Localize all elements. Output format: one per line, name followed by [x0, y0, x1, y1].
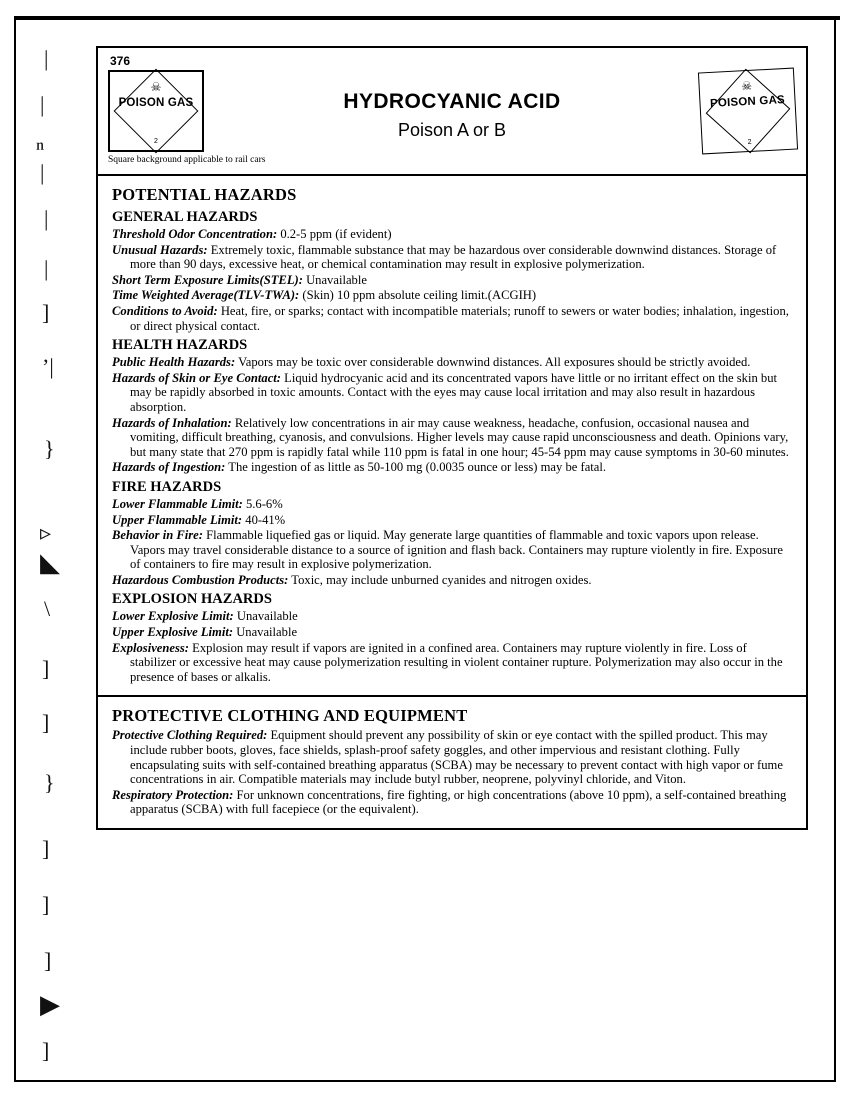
skull-crossbones-icon: ☠ — [740, 78, 753, 94]
entry-text: Flammable liquefied gas or liquid. May generate large quantities of flammable and toxic vapors upon release. Vapors may travel considerable distance to a source of ignition and flash back. Containers may rupture violently in fire. Exposure of containers to fire may result in explosive polymerization. — [130, 528, 783, 572]
entry — [112, 288, 792, 303]
placard-left-column — [108, 70, 266, 166]
entry — [112, 513, 792, 528]
entry — [112, 460, 792, 475]
entry-text: Vapors may be toxic over considerable downwind distances. All exposures should be strictly avoided. — [238, 355, 751, 370]
entry — [112, 641, 792, 685]
entry-label: Public Health Hazards: — [112, 355, 236, 370]
entry-label: Upper Explosive Limit: — [112, 625, 234, 640]
page-title: HYDROCYANIC ACID — [343, 90, 561, 113]
entry-label: Hazards of Inhalation: — [112, 415, 232, 430]
entry-label: Unusual Hazards: — [112, 242, 208, 257]
entry — [112, 304, 792, 333]
entry-label: Hazards of Ingestion: — [112, 460, 226, 475]
entry-label: Hazardous Combustion Products: — [112, 572, 289, 587]
subsection-title-general-hazards: GENERAL HAZARDS — [112, 209, 258, 225]
entry-text: Relatively low concentrations in air may cause weakness, headache, confusion, occasional nausea and vomiting, difficult breathing, cyanosis, and convulsions. Higher levels may cause rapid unconsciousness and death. Opinions vary, but many state that 270 ppm is rapidly fatal while 110 ppm is fatal in one hour; 45-54 ppm may cause symptoms in 30-60 minutes. — [130, 415, 789, 459]
placard-left-label: POISON GAS — [118, 97, 194, 109]
entry — [112, 243, 792, 272]
entry-label: Lower Flammable Limit: — [112, 496, 243, 511]
entry-label: Explosiveness: — [112, 640, 189, 655]
placard-left-number: 2 — [154, 138, 158, 145]
subsection-title-fire-hazards: FIRE HAZARDS — [112, 478, 222, 495]
entry-label: Upper Flammable Limit: — [112, 512, 243, 527]
page-subtitle: Poison A or B — [397, 120, 507, 140]
entry — [112, 355, 792, 370]
entry-label: Protective Clothing Required: — [112, 728, 268, 743]
entry — [112, 625, 792, 640]
entry-label: Behavior in Fire: — [112, 528, 203, 543]
poison-gas-placard-left — [108, 70, 204, 152]
entry-text: For unknown concentrations, fire fighting, or high concentrations (above 10 ppm), a self-contained breathing apparatus (SCBA) with full facepiece (or the equivalent). — [130, 787, 787, 817]
entry — [112, 227, 792, 242]
entry-label: Threshold Odor Concentration: — [112, 227, 278, 241]
entry-text: Liquid hydrocyanic acid and its concentrated vapors have little or no irritant effect on the skin but may be rapidly absorbed in toxic amounts. Contact with the eyes may cause local irritation and may also result in hazardous absorption. — [130, 370, 778, 414]
entry-text: The ingestion of as little as 50-100 mg (0.0035 ounce or less) may be fatal. — [228, 460, 607, 475]
entry-label: Conditions to Avoid: — [112, 303, 218, 318]
entry-label: Lower Explosive Limit: — [112, 609, 234, 624]
entry-label: Short Term Exposure Limits(STEL): — [112, 272, 303, 287]
entry — [112, 573, 792, 588]
entry-text: Unavailable — [236, 625, 298, 640]
page-number: 376 — [110, 54, 131, 68]
datasheet-header — [98, 68, 806, 176]
entry — [112, 528, 792, 572]
entry-label: Respiratory Protection: — [112, 787, 234, 802]
entry — [112, 788, 792, 817]
entry-text: 40-41% — [245, 512, 286, 527]
entry — [112, 416, 792, 460]
title-column — [226, 70, 678, 141]
entry-text: 5.6-6% — [245, 496, 283, 511]
entry-label: Time Weighted Average(TLV-TWA): — [112, 288, 300, 303]
binder-punch-marks: | | ⁿ | | | ] ’| } ▹ ◣ \ ] ] } ] ] ] ▶ ] — [36, 46, 60, 1063]
entry-text: 0.2-5 ppm (if evident) — [280, 227, 392, 241]
entry-text: Unavailable — [306, 272, 367, 287]
section-title: POTENTIAL HAZARDS — [112, 185, 297, 204]
datasheet — [96, 46, 808, 830]
entry-text: Extremely toxic, flammable substance that may be hazardous over considerable downwind distances. Storage of more than 90 days, excessive heat, or chemical contamination may result in explosive polymerization. — [130, 242, 777, 272]
subsection-title-explosion-hazards: EXPLOSION HAZARDS — [112, 591, 272, 608]
entry-label: Hazards of Skin or Eye Contact: — [112, 370, 281, 385]
entry-text: Unavailable — [236, 609, 298, 624]
entry — [112, 728, 792, 786]
entry-text: Equipment should prevent any possibility of skin or eye contact with the spilled product. This may include rubber boots, gloves, face shields, splash-proof safety goggles, and other impervious and resistant clothing. Fully encapsulating suits with self-contained breathing apparatus (SCBA) may be necessary to prevent contact with high vapor or fume concentrations in air. Compatible materials may include butyl rubber, neoprene, polyvinyl chloride, and Viton. — [130, 728, 783, 787]
placard-right-number: 2 — [747, 138, 752, 147]
section-potential-hazards — [98, 176, 806, 695]
entry — [112, 371, 792, 415]
section-title: PROTECTIVE CLOTHING AND EQUIPMENT — [112, 706, 468, 726]
placard-note: Square background applicable to rail cars — [108, 155, 266, 165]
skull-crossbones-icon: ☠ — [150, 80, 162, 94]
entry — [112, 273, 792, 288]
entry-text: Explosion may result if vapors are ignited in a confined area. Containers may rupture violently in fire. Loss of stabilizer or excessive heat may cause polymerization resulting in violent container rupture. Polymerization may also occur in the presence of bases or alkalis. — [130, 640, 783, 684]
entry-text: Heat, fire, or sparks; contact with incompatible materials; runoff to sewers or water bodies; inhalation, ingestion, or direct physical contact. — [130, 303, 789, 333]
entry — [112, 609, 792, 624]
placard-right-column — [678, 70, 796, 152]
entry — [112, 497, 792, 512]
placard-right-label: POISON GAS — [709, 94, 786, 110]
section-protective-clothing-and-equipment — [98, 695, 806, 828]
subsection-title-health-hazards: HEALTH HAZARDS — [112, 337, 248, 354]
poison-gas-placard-right — [698, 68, 798, 155]
entry-text: Toxic, may include unburned cyanides and nitrogen oxides. — [291, 572, 592, 587]
entry-text: (Skin) 10 ppm absolute ceiling limit.(ACGIH) — [302, 288, 537, 303]
